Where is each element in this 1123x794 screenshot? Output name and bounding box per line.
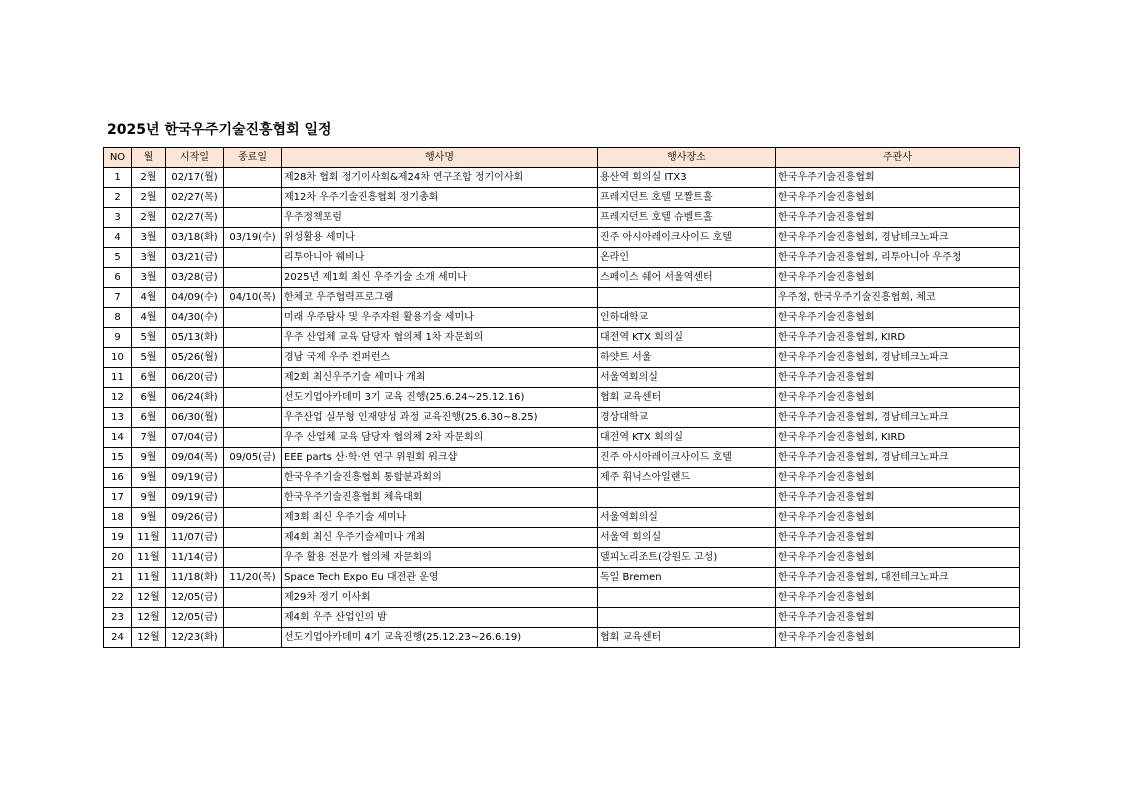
row-month: 12월: [132, 588, 166, 608]
row-venue: [598, 288, 776, 308]
row-venue: 진주 아시아레이크사이드 호텔: [598, 448, 776, 468]
row-organizer: 한국우주기술진흥협회: [776, 268, 1020, 288]
row-venue: 델피노리조트(강원도 고성): [598, 548, 776, 568]
table-row: [104, 608, 1020, 628]
table-row: [104, 368, 1020, 388]
row-end-date: 04/10(목): [224, 288, 282, 308]
row-end-date: [224, 328, 282, 348]
row-organizer: 한국우주기술진흥협회: [776, 168, 1020, 188]
row-organizer: 한국우주기술진흥협회: [776, 488, 1020, 508]
row-start-date: 05/26(월): [166, 348, 224, 368]
row-start-date: 03/28(금): [166, 268, 224, 288]
schedule-table: [103, 147, 1020, 648]
row-event-name: 경남 국제 우주 컨퍼런스: [282, 348, 598, 368]
col-end-date-header: 종료일: [224, 148, 282, 168]
row-month: 11월: [132, 548, 166, 568]
table-row: [104, 268, 1020, 288]
row-end-date: [224, 608, 282, 628]
row-end-date: [224, 308, 282, 328]
row-organizer: 한국우주기술진흥협회, 경남테크노파크: [776, 348, 1020, 368]
row-organizer: 한국우주기술진흥협회: [776, 208, 1020, 228]
row-venue: 진주 아시아레이크사이드 호텔: [598, 228, 776, 248]
row-event-name: 제4회 우주 산업인의 밤: [282, 608, 598, 628]
row-organizer: 한국우주기술진흥협회: [776, 608, 1020, 628]
row-venue: 서울역회의실: [598, 508, 776, 528]
row-venue: [598, 588, 776, 608]
row-no: 18: [104, 508, 132, 528]
row-organizer: 우주청, 한국우주기술진흥협회, 체코: [776, 288, 1020, 308]
row-organizer: 한국우주기술진흥협회: [776, 508, 1020, 528]
row-month: 2월: [132, 208, 166, 228]
row-start-date: 12/05(금): [166, 608, 224, 628]
table-row: [104, 588, 1020, 608]
table-row: [104, 348, 1020, 368]
row-start-date: 09/26(금): [166, 508, 224, 528]
header-row: [104, 148, 1020, 168]
row-organizer: 한국우주기술진흥협회: [776, 548, 1020, 568]
row-organizer: 한국우주기술진흥협회, 대전테크노파크: [776, 568, 1020, 588]
col-venue-header: 행사장소: [598, 148, 776, 168]
row-end-date: [224, 548, 282, 568]
table-row: [104, 228, 1020, 248]
row-venue: 대전역 KTX 회의실: [598, 428, 776, 448]
table-row: [104, 428, 1020, 448]
row-event-name: 우주 산업체 교육 담당자 협의체 1차 자문회의: [282, 328, 598, 348]
row-end-date: [224, 428, 282, 448]
row-start-date: 02/27(목): [166, 188, 224, 208]
row-organizer: 한국우주기술진흥협회: [776, 468, 1020, 488]
col-no-header: NO: [104, 148, 132, 168]
row-event-name: 선도기업아카데미 3기 교육 진행(25.6.24~25.12.16): [282, 388, 598, 408]
row-end-date: 09/05(금): [224, 448, 282, 468]
row-event-name: 2025년 제1회 최신 우주기술 소개 세미나: [282, 268, 598, 288]
row-organizer: 한국우주기술진흥협회: [776, 528, 1020, 548]
row-no: 9: [104, 328, 132, 348]
row-venue: 스페이스 쉐어 서울역센터: [598, 268, 776, 288]
row-month: 5월: [132, 348, 166, 368]
row-month: 9월: [132, 468, 166, 488]
row-no: 5: [104, 248, 132, 268]
row-organizer: 한국우주기술진흥협회, 경남테크노파크: [776, 228, 1020, 248]
row-venue: 협회 교육센터: [598, 628, 776, 648]
row-organizer: 한국우주기술진흥협회, KIRD: [776, 428, 1020, 448]
row-event-name: 제3회 최신 우주기술 세미나: [282, 508, 598, 528]
row-end-date: [224, 368, 282, 388]
row-no: 2: [104, 188, 132, 208]
row-event-name: EEE parts 산·학·연 연구 위원회 워크샵: [282, 448, 598, 468]
table-row: [104, 628, 1020, 648]
table-row: [104, 488, 1020, 508]
table-row: [104, 208, 1020, 228]
row-start-date: 06/24(화): [166, 388, 224, 408]
row-end-date: [224, 268, 282, 288]
row-event-name: 리투아니아 웨비나: [282, 248, 598, 268]
row-no: 6: [104, 268, 132, 288]
row-end-date: [224, 348, 282, 368]
row-event-name: 우주 활용 전문가 협의체 자문회의: [282, 548, 598, 568]
table-row: [104, 168, 1020, 188]
row-end-date: 11/20(목): [224, 568, 282, 588]
table-row: [104, 508, 1020, 528]
row-month: 11월: [132, 568, 166, 588]
row-organizer: 한국우주기술진흥협회, 경남테크노파크: [776, 448, 1020, 468]
row-no: 11: [104, 368, 132, 388]
row-no: 14: [104, 428, 132, 448]
row-month: 2월: [132, 188, 166, 208]
row-no: 10: [104, 348, 132, 368]
row-venue: 인하대학교: [598, 308, 776, 328]
row-event-name: 우주정책포럼: [282, 208, 598, 228]
row-month: 5월: [132, 328, 166, 348]
row-end-date: [224, 208, 282, 228]
row-organizer: 한국우주기술진흥협회, 리투아니아 우주청: [776, 248, 1020, 268]
row-month: 4월: [132, 288, 166, 308]
table-row: [104, 288, 1020, 308]
row-venue: [598, 488, 776, 508]
row-venue: 협회 교육센터: [598, 388, 776, 408]
table-row: [104, 388, 1020, 408]
row-end-date: [224, 488, 282, 508]
row-no: 13: [104, 408, 132, 428]
row-no: 20: [104, 548, 132, 568]
col-organizer-header: 주관사: [776, 148, 1020, 168]
row-venue: 대전역 KTX 회의실: [598, 328, 776, 348]
row-end-date: [224, 168, 282, 188]
row-start-date: 02/27(목): [166, 208, 224, 228]
table-row: [104, 408, 1020, 428]
row-month: 9월: [132, 488, 166, 508]
row-start-date: 04/30(수): [166, 308, 224, 328]
row-end-date: 03/19(수): [224, 228, 282, 248]
table-row: [104, 328, 1020, 348]
row-no: 7: [104, 288, 132, 308]
row-organizer: 한국우주기술진흥협회, 경남테크노파크: [776, 408, 1020, 428]
col-start-date-header: 시작일: [166, 148, 224, 168]
row-event-name: 제28차 협회 정기이사회&제24차 연구조합 정기이사회: [282, 168, 598, 188]
row-event-name: 우주산업 실무형 인재양성 과정 교육진행(25.6.30~8.25): [282, 408, 598, 428]
row-start-date: 02/17(월): [166, 168, 224, 188]
row-venue: 서울역회의실: [598, 368, 776, 388]
row-month: 3월: [132, 248, 166, 268]
row-start-date: 05/13(화): [166, 328, 224, 348]
table-row: [104, 448, 1020, 468]
row-no: 22: [104, 588, 132, 608]
row-no: 8: [104, 308, 132, 328]
row-month: 9월: [132, 508, 166, 528]
table-row: [104, 308, 1020, 328]
row-month: 2월: [132, 168, 166, 188]
row-no: 3: [104, 208, 132, 228]
row-event-name: 제2회 최신우주기술 세미나 개최: [282, 368, 598, 388]
row-venue: [598, 608, 776, 628]
row-start-date: 12/05(금): [166, 588, 224, 608]
row-organizer: 한국우주기술진흥협회: [776, 368, 1020, 388]
row-no: 16: [104, 468, 132, 488]
table-row: [104, 548, 1020, 568]
row-start-date: 12/23(화): [166, 628, 224, 648]
table-row: [104, 468, 1020, 488]
table-row: [104, 248, 1020, 268]
row-event-name: 제29차 정기 이사회: [282, 588, 598, 608]
row-no: 19: [104, 528, 132, 548]
row-organizer: 한국우주기술진흥협회: [776, 388, 1020, 408]
row-start-date: 11/18(화): [166, 568, 224, 588]
row-month: 6월: [132, 388, 166, 408]
row-event-name: 우주 산업체 교육 담당자 협의체 2차 자문회의: [282, 428, 598, 448]
row-event-name: 한국우주기술진흥협회 통합분과회의: [282, 468, 598, 488]
row-end-date: [224, 468, 282, 488]
row-end-date: [224, 528, 282, 548]
row-start-date: 11/14(금): [166, 548, 224, 568]
row-organizer: 한국우주기술진흥협회: [776, 188, 1020, 208]
row-event-name: 제12차 우주기술진흥협회 정기총회: [282, 188, 598, 208]
row-no: 17: [104, 488, 132, 508]
row-start-date: 03/18(화): [166, 228, 224, 248]
row-month: 3월: [132, 268, 166, 288]
row-event-name: Space Tech Expo Eu 대전관 운영: [282, 568, 598, 588]
row-end-date: [224, 388, 282, 408]
row-end-date: [224, 408, 282, 428]
page-title: 2025년 한국우주기술진흥협회 일정: [107, 122, 332, 138]
row-venue: 하얏트 서울: [598, 348, 776, 368]
row-month: 12월: [132, 628, 166, 648]
row-start-date: 11/07(금): [166, 528, 224, 548]
row-month: 3월: [132, 228, 166, 248]
row-start-date: 07/04(금): [166, 428, 224, 448]
row-no: 15: [104, 448, 132, 468]
row-venue: 프레지던트 호텔 슈벨트홀: [598, 208, 776, 228]
row-no: 24: [104, 628, 132, 648]
row-event-name: 선도기업아카데미 4기 교육진행(25.12.23~26.6.19): [282, 628, 598, 648]
row-no: 12: [104, 388, 132, 408]
row-start-date: 09/19(금): [166, 468, 224, 488]
row-end-date: [224, 628, 282, 648]
row-venue: 경상대학교: [598, 408, 776, 428]
row-venue: 제주 휘닉스아일랜드: [598, 468, 776, 488]
row-end-date: [224, 508, 282, 528]
row-venue: 독일 Bremen: [598, 568, 776, 588]
row-no: 4: [104, 228, 132, 248]
row-venue: 서울역 회의실: [598, 528, 776, 548]
table-row: [104, 188, 1020, 208]
row-no: 1: [104, 168, 132, 188]
row-no: 23: [104, 608, 132, 628]
row-month: 9월: [132, 448, 166, 468]
table-body: [104, 168, 1020, 648]
row-month: 12월: [132, 608, 166, 628]
table-row: [104, 528, 1020, 548]
row-organizer: 한국우주기술진흥협회: [776, 628, 1020, 648]
row-event-name: 위성활용 세미나: [282, 228, 598, 248]
row-event-name: 제4회 최신 우주기술세미나 개최: [282, 528, 598, 548]
row-end-date: [224, 248, 282, 268]
row-organizer: 한국우주기술진흥협회: [776, 588, 1020, 608]
row-start-date: 09/04(목): [166, 448, 224, 468]
row-end-date: [224, 588, 282, 608]
row-event-name: 한국우주기술진흥협회 체육대회: [282, 488, 598, 508]
col-event-name-header: 행사명: [282, 148, 598, 168]
row-month: 7월: [132, 428, 166, 448]
row-start-date: 09/19(금): [166, 488, 224, 508]
row-month: 11월: [132, 528, 166, 548]
row-month: 6월: [132, 408, 166, 428]
row-event-name: 한체코 우주협력프로그램: [282, 288, 598, 308]
row-start-date: 04/09(수): [166, 288, 224, 308]
row-no: 21: [104, 568, 132, 588]
row-venue: 온라인: [598, 248, 776, 268]
row-month: 4월: [132, 308, 166, 328]
row-start-date: 06/20(금): [166, 368, 224, 388]
row-venue: 프레지던트 호텔 모짤트홀: [598, 188, 776, 208]
row-end-date: [224, 188, 282, 208]
row-event-name: 미래 우주탐사 및 우주자원 활용기술 세미나: [282, 308, 598, 328]
row-start-date: 03/21(금): [166, 248, 224, 268]
col-month-header: 월: [132, 148, 166, 168]
table-row: [104, 568, 1020, 588]
row-organizer: 한국우주기술진흥협회: [776, 308, 1020, 328]
table-header: [104, 148, 1020, 168]
row-venue: 용산역 회의실 ITX3: [598, 168, 776, 188]
row-month: 6월: [132, 368, 166, 388]
row-organizer: 한국우주기술진흥협회, KIRD: [776, 328, 1020, 348]
row-start-date: 06/30(월): [166, 408, 224, 428]
